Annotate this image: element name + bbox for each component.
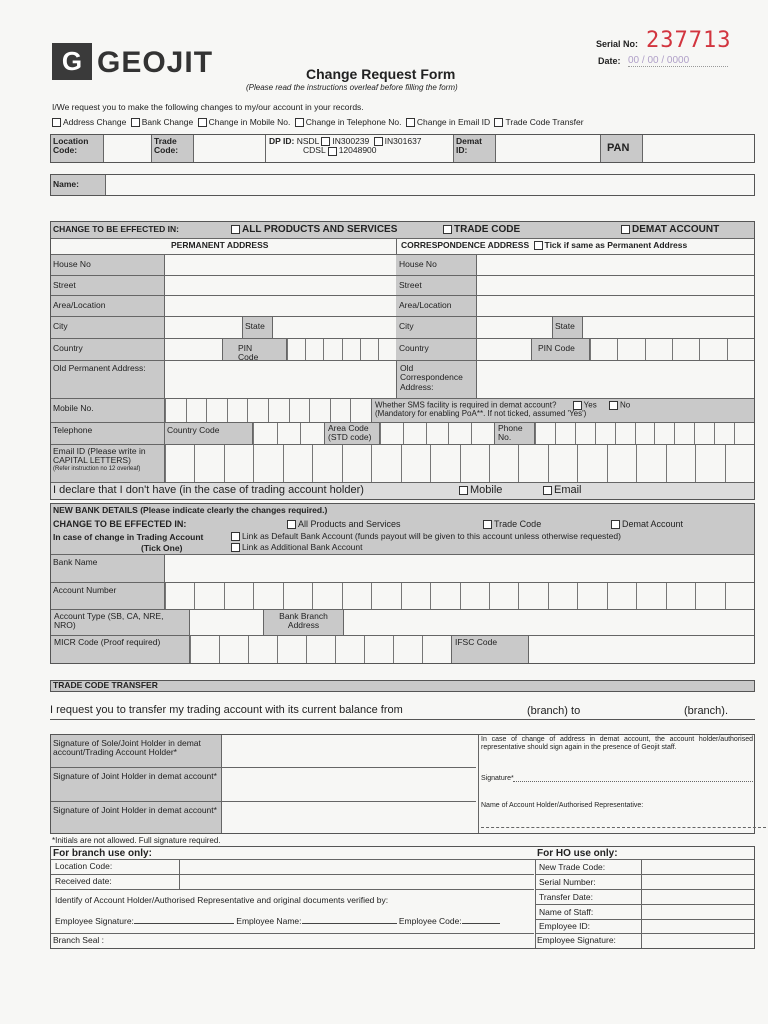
phone-no-field[interactable] [534, 423, 754, 444]
cdsl-code: 12048900 [338, 145, 377, 156]
checkbox-address-change[interactable] [52, 118, 61, 127]
country-field-correspondence[interactable] [476, 339, 531, 360]
checkbox-address-all[interactable] [231, 225, 240, 234]
dp-id-group [265, 135, 453, 162]
area-code-field[interactable] [379, 423, 494, 444]
branch-use-heading: For branch use only: [53, 848, 152, 859]
account-type-label: Account Type (SB, CA, NRE, NRO) [51, 610, 189, 635]
email-note: (Refer instruction no 12 overleaf) [53, 465, 141, 472]
option-all-products: ALL PRODUCTS AND SERVICES [242, 224, 398, 235]
logo [52, 43, 92, 80]
correspondence-address-heading [401, 241, 687, 250]
trade-transfer-text: I request you to transfer my trading account with its current balance from [50, 704, 403, 716]
change-type-label: Trade Code Transfer [505, 117, 584, 127]
house-label-correspondence: House No [396, 255, 476, 275]
old-permanent-field[interactable] [164, 361, 396, 398]
checkbox-email-change[interactable] [406, 118, 415, 127]
initials-note: *Initials are not allowed. Full signature required. [52, 836, 221, 845]
ho-use-heading: For HO use only: [537, 848, 618, 859]
permanent-address-heading: PERMANENT ADDRESS [171, 240, 269, 250]
area-code-label: Area Code (STD code) [324, 423, 379, 444]
area-field-correspondence[interactable] [476, 296, 754, 316]
office-use-block [50, 846, 755, 949]
email-field[interactable] [164, 445, 754, 482]
signature-block [50, 734, 755, 834]
address-section [50, 221, 755, 500]
joint-holder-2-sign-field[interactable] [221, 802, 478, 833]
state-field-permanent[interactable] [272, 317, 396, 338]
telephone-label: Telephone [51, 423, 164, 444]
checkbox-same-as-permanent[interactable] [534, 241, 543, 250]
micr-label: MICR Code (Proof required) [51, 636, 189, 663]
additional-bank-label: Link as Additional Bank Account [242, 542, 363, 552]
name-row [50, 174, 755, 196]
house-field-permanent[interactable] [164, 255, 396, 275]
form-title: Change Request Form [306, 66, 456, 82]
state-label-correspondence: State [552, 317, 582, 338]
change-type-label: Address Change [63, 117, 127, 127]
serial-label: Serial No: [596, 39, 639, 49]
employee-id-label: Employee ID: [539, 921, 591, 931]
ho-new-trade-field[interactable] [642, 860, 754, 874]
checkbox-mobile-change[interactable] [198, 118, 207, 127]
pin-field-permanent[interactable] [286, 339, 396, 360]
branch-seal-label: Branch Seal : [53, 935, 105, 945]
sms-no-label: No [619, 400, 631, 410]
change-type-label: Change in Telephone No. [305, 117, 402, 127]
ho-employee-signature-label: Employee Signature: [537, 935, 616, 945]
checkbox-bank-demat[interactable] [611, 520, 620, 529]
trading-change-label: In case of change in Trading Account [53, 532, 204, 542]
branch-address-label: Bank Branch Address [263, 610, 343, 635]
employee-code-line[interactable] [462, 923, 500, 924]
joint-holder-1-sign-field[interactable] [221, 768, 478, 801]
bank-name-field[interactable] [164, 555, 754, 582]
checkbox-additional-bank[interactable] [231, 543, 240, 552]
name-label: Name: [51, 175, 105, 195]
address-change-header [51, 222, 754, 238]
phone-no-label: Phone No. [494, 423, 534, 444]
account-number-label: Account Number [51, 583, 164, 609]
employee-name-line[interactable] [302, 923, 397, 924]
checkbox-address-demat[interactable] [621, 225, 630, 234]
city-field-permanent[interactable] [164, 317, 242, 338]
old-permanent-label: Old Permanent Address: [51, 361, 164, 398]
old-correspondence-label: Old Correspondence Address: [396, 361, 476, 398]
area-label-permanent: Area/Location [51, 296, 164, 316]
ids-row [50, 134, 755, 163]
area-label-correspondence: Area/Location [396, 296, 476, 316]
location-code-label: Location Code: [51, 135, 103, 162]
ho-serial-field[interactable] [642, 875, 754, 889]
sms-group [371, 399, 754, 422]
bank-change-label: CHANGE TO BE EFFECTED IN: [53, 519, 187, 529]
intro-text: I/We request you to make the following changes to my/our account in your records. [52, 102, 364, 112]
date-label: Date: [598, 56, 621, 66]
joint-holder-1-sign-label: Signature of Joint Holder in demat account* [51, 768, 221, 801]
checkbox-telephone-change[interactable] [295, 118, 304, 127]
checkbox-bank-trade[interactable] [483, 520, 492, 529]
option-trade-code: TRADE CODE [454, 224, 521, 235]
same-as-permanent-label: Tick if same as Permanent Address [544, 240, 688, 250]
bank-option-trade: Trade Code [494, 519, 542, 529]
email-label: Email ID (Please write in CAPITAL LETTERS) [53, 446, 146, 466]
ho-employee-signature-field[interactable] [642, 934, 754, 948]
change-type-label: Change in Email ID [416, 117, 491, 127]
option-demat-account: DEMAT ACCOUNT [632, 224, 720, 235]
sms-yes-label: Yes [583, 400, 597, 410]
country-label-correspondence: Country [396, 339, 476, 360]
location-code-office-field[interactable] [180, 860, 535, 874]
verified-by-label: Identify of Account Holder/Authorised Representative and original documents verified by: [55, 895, 389, 905]
ho-employee-id-field[interactable] [642, 920, 754, 933]
street-field-permanent[interactable] [164, 276, 396, 295]
declare-mobile-label: Mobile [470, 484, 503, 496]
country-label-permanent: Country [51, 339, 164, 360]
city-field-correspondence[interactable] [476, 317, 552, 338]
ho-staff-field[interactable] [642, 905, 754, 919]
trade-transfer-heading: TRADE CODE TRANSFER [50, 680, 755, 692]
serial-number-label: Serial Number: [539, 877, 596, 887]
received-date-label: Received date: [55, 876, 112, 886]
branch-to-label: (branch) to [527, 705, 581, 717]
logo-glyph: G [61, 46, 83, 76]
bank-section [50, 503, 755, 664]
checkbox-cdsl[interactable] [328, 147, 337, 156]
branch-address-field[interactable] [343, 610, 754, 635]
address-change-note: In case of change of address in demat account, the account holder/authorised representative should sign again in the presence of Geojit staff. [481, 736, 753, 752]
ho-transfer-field[interactable] [642, 890, 754, 904]
logo-text: GEOJIT [97, 46, 214, 79]
location-code-field[interactable] [103, 135, 151, 162]
employee-name-label: Employee Name: [236, 916, 302, 926]
serial-number: 237713 [646, 28, 732, 53]
employee-code-label: Employee Code: [398, 916, 462, 926]
bank-name-label: Bank Name [51, 555, 164, 582]
old-correspondence-field[interactable] [476, 361, 754, 398]
mobile-field[interactable] [164, 399, 371, 422]
cdsl-label: CDSL [303, 145, 326, 156]
name-field[interactable] [105, 175, 754, 195]
branch-end-label: (branch). [684, 705, 729, 717]
received-date-field[interactable] [180, 875, 535, 889]
city-label-permanent: City [51, 317, 164, 338]
country-field-permanent[interactable] [164, 339, 222, 360]
house-field-correspondence[interactable] [476, 255, 754, 275]
state-field-correspondence[interactable] [582, 317, 754, 338]
checkbox-sms-no[interactable] [609, 401, 618, 410]
demat-id-field[interactable] [495, 135, 600, 162]
employee-signature-label: Employee Signature: [55, 916, 134, 926]
ifsc-field[interactable] [528, 636, 754, 663]
house-label-permanent: House No [51, 255, 164, 275]
checkbox-trade-code-transfer[interactable] [494, 118, 503, 127]
country-code-field[interactable] [252, 423, 324, 444]
city-label-correspondence: City [396, 317, 476, 338]
employee-signature-line[interactable] [134, 923, 234, 924]
street-label-permanent: Street [51, 276, 164, 295]
pan-label: PAN [600, 135, 642, 162]
checkbox-declare-mobile[interactable] [459, 486, 468, 495]
email-label-group [51, 445, 164, 482]
checkbox-address-trade[interactable] [443, 225, 452, 234]
transfer-underline [50, 719, 755, 720]
in300239-label: IN300239 [332, 136, 370, 146]
declare-email-label: Email [554, 484, 582, 496]
new-trade-code-label: New Trade Code: [539, 862, 606, 872]
from-branch-field[interactable] [442, 705, 522, 718]
area-field-permanent[interactable] [164, 296, 396, 316]
change-type-row [50, 117, 750, 127]
signature-label: Signature* [481, 775, 514, 782]
checkbox-declare-email[interactable] [543, 486, 552, 495]
form-subtitle: (Please read the instructions overleaf before filling the form) [246, 83, 458, 92]
account-type-field[interactable] [189, 610, 263, 635]
default-bank-label: Link as Default Bank Account (funds payout will be given to this account unless otherwise requested) [242, 531, 621, 541]
street-label-correspondence: Street [396, 276, 476, 295]
country-code-label: Country Code [164, 423, 252, 444]
sms-question: Whether SMS facility is required in demat account? [375, 400, 557, 410]
tick-one-label: (Tick One) [141, 543, 183, 553]
change-type-label: Change in Mobile No. [208, 117, 291, 127]
state-label-permanent: State [242, 317, 272, 338]
employee-signature-row [55, 917, 500, 926]
pin-label-permanent: PIN Code [222, 339, 286, 360]
sms-note: (Mandatory for enabling PoA**. If not ticked, assumed 'Yes') [375, 409, 587, 419]
ifsc-label: IFSC Code [451, 636, 528, 663]
sole-holder-sign-label: Signature of Sole/Joint Holder in demat account/Trading Account Holder* [51, 735, 221, 767]
account-number-field[interactable] [164, 583, 754, 609]
change-type-label: Bank Change [141, 117, 194, 127]
address-change-label: CHANGE TO BE EFFECTED IN: [53, 224, 179, 234]
correspondence-label: CORRESPONDENCE ADDRESS [401, 240, 530, 250]
declaration-text: I declare that I don't have (in the case of trading account holder) [53, 484, 364, 496]
mobile-label: Mobile No. [51, 399, 164, 422]
name-of-staff-label: Name of Staff: [539, 907, 594, 917]
sole-holder-sign-field[interactable] [221, 735, 478, 767]
bank-option-all: All Products and Services [298, 519, 401, 529]
street-field-correspondence[interactable] [476, 276, 754, 295]
checkbox-default-bank[interactable] [231, 532, 240, 541]
demat-id-label: Demat ID: [453, 135, 495, 162]
nsdl-label: NSDL [296, 136, 320, 146]
name-rep-label: Name of Account Holder/Authorised Representative: [481, 802, 644, 809]
trade-code-field[interactable] [193, 135, 265, 162]
checkbox-bank-change[interactable] [131, 118, 140, 127]
transfer-date-label: Transfer Date: [539, 892, 594, 902]
bank-option-demat: Demat Account [622, 519, 684, 529]
signature-line[interactable] [513, 781, 753, 782]
trade-code-label: Trade Code: [151, 135, 193, 162]
to-branch-field[interactable] [592, 705, 680, 718]
joint-holder-2-sign-label: Signature of Joint Holder in demat account* [51, 802, 221, 833]
name-rep-line[interactable] [481, 827, 766, 828]
in301637-label: IN301637 [384, 136, 422, 146]
pin-label-correspondence: PIN Code [531, 339, 589, 360]
declaration-row [51, 483, 754, 499]
pin-field-correspondence[interactable] [589, 339, 754, 360]
date-value[interactable]: 00 / 00 / 0000 [628, 55, 728, 67]
location-code-office-label: Location Code: [55, 861, 113, 871]
dp-id-label: DP ID: [269, 136, 295, 146]
pan-field[interactable] [642, 135, 754, 162]
checkbox-bank-all[interactable] [287, 520, 296, 529]
bank-heading: NEW BANK DETAILS (Please indicate clearly the changes required.) [53, 505, 328, 515]
micr-field[interactable] [189, 636, 451, 663]
bank-change-row [53, 520, 753, 530]
default-bank-row [229, 532, 621, 541]
additional-bank-row [229, 543, 363, 552]
